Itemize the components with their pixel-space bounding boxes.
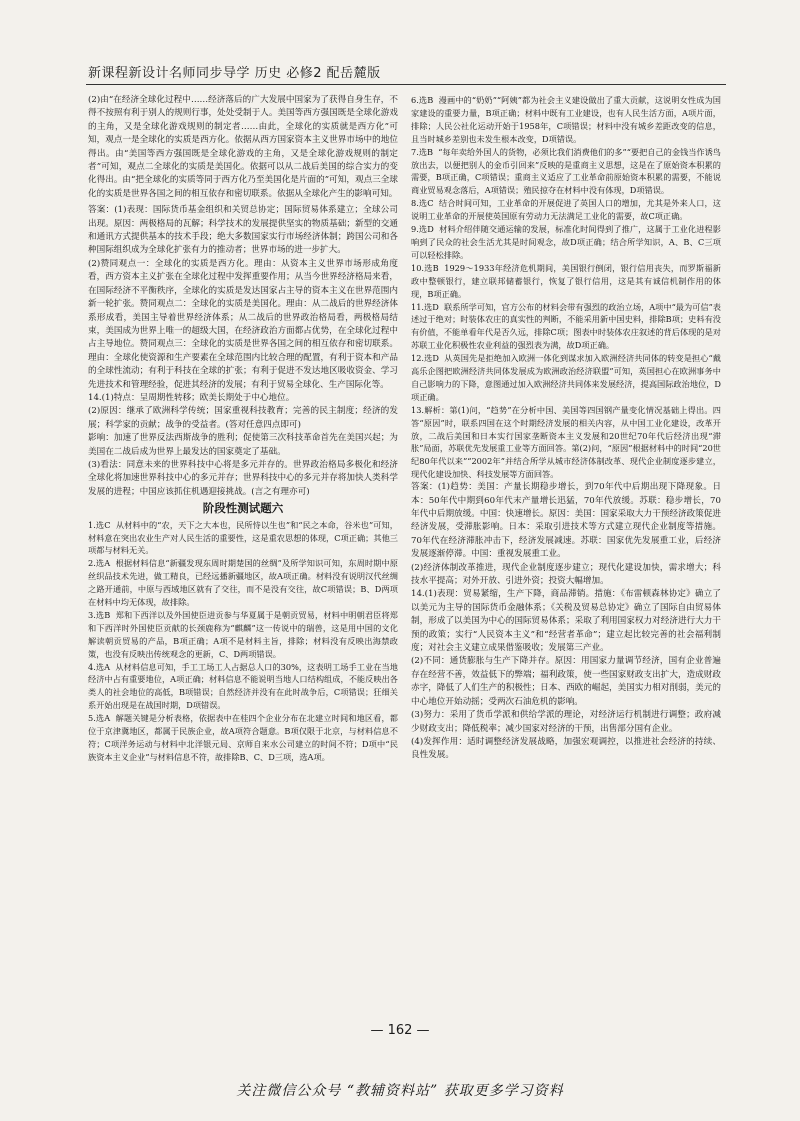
answer-paragraph: 14.(1)特点：呈周期性转移；欧美长期处于中心地位。 — [88, 392, 295, 403]
answer-paragraph: 答案：(1)表现：国际货币基金组织和关贸总协定；国际贸易体系建立；全球公司出现。原因：两极格局的瓦解；科学技术的发展提供坚实的物质基础；新型的交通和通讯方式提供基本的技术手段；绝大多数国家实行市场经济体制；跨国公司和各种国际组织成为全球化扩张有力的推动者；世界市场的进一步扩大。 — [88, 205, 398, 256]
page-number: — 162 — — [370, 1023, 430, 1038]
question-answer: 1.选C 从材料中的“农，天下之大本也，民所恃以生也”和“民之本命，谷米也”可知，材料意在突出农业生产对人民生活的重要性，这是重农思想的体现，C项正确；其他三项都与材料无关。 — [88, 519, 398, 556]
answer-paragraph: 影响：加速了世界反法西斯战争的胜利；促使第三次科技革命首先在美国兴起；为美国在二战后成为世界上最发达的国家奠定了基础。 — [88, 433, 398, 457]
question-answer: 12.选D 从英国先是拒绝加入欧洲一体化到谋求加入欧洲经济共同体的转变是担心“戴高乐企图把欧洲经济共同体发展成为欧洲政治经济联盟”可知，英国担心在欧洲事务中自己影响力的下降，意图通过加入欧洲经济共同体来发展经济，提高国际政治地位，D项正确。 — [411, 353, 721, 402]
question-answer: 9.选D 材料介绍伴随交通运输的发展，标准化时间得到了推广，这属于工业化进程影响到了民众的社会生活尤其是时间观念，故D项正确；结合所学知识，A、B、C三项可以轻松排除。 — [411, 224, 721, 260]
answer-paragraph: (2)不同：通货膨胀与生产下降并存。原因：用国家力量调节经济，国有企业普遍存在经营不善，效益低下的弊端；福利政策，使一些国家财政支出扩大，造成财政赤字，降低了人们生产的积极性；日本、西欧的崛起，美国实力相对削弱，美元的中心地位开始动摇；受两次石油危机的影响。 — [411, 656, 721, 707]
answer-paragraph: (3)努力：采用了货币学派和供给学派的理论，对经济运行机制进行调整；政府减少财政支出；降低税率；减少国家对经济的干预，出售部分国有企业。 — [411, 710, 721, 734]
answer-paragraph: (3)看法：同意未来的世界科技中心将是多元并存的。世界政治格局多极化和经济全球化将加速世界科技中心的多元并存；世界科技中心的多元并存将加快人类科学发展的进程；中国应该抓住机遇迎接挑战。(言之有理亦可) — [88, 459, 398, 497]
question-answer: 4.选A 从材料信息可知，手工工场工人占据总人口的30%，这表明工场手工业在当地经济中占有重要地位，A项正确；材料信息不能说明当地人口结构组成，不能反映出各类人的社会地位的高低，B项错误；自然经济并没有在此时战争后，C项错误；狂细关系开始出现是在战国时期，D项错误。 — [88, 661, 398, 711]
answer-paragraph: (4)发挥作用：适时调整经济发展战略，加强宏观调控，以推进社会经济的持续、良性发展。 — [411, 736, 721, 761]
answer-paragraph: 答案：(1)趋势：美国：产量长期稳步增长，到70年代中后期出现下降现象。日本：50年代中期到60年代末产量增长迅猛，70年代放缓。苏联：稳步增长，70年代中后期放缓。中国：快速增长。原因：美国：国家采取大力干预经济政策促进经济发展，受滞胀影响。日本：采取引进技术等方式建立现代企业制度等措施。70年代在经济滞胀冲击下，经济发展减速。苏联：国家优先发展重工业，后经济发展逐渐停滞。中国：重视发展重工业。 — [411, 482, 721, 560]
question-answer: 8.选C 结合时间可知，工业革命的开展促进了英国人口的增加，尤其是外来人口，这说明工业革命的开展使英国原有劳动力无法满足工业化的需要，故C项正确。 — [411, 198, 721, 222]
running-header: 新课程新设计名师同步导学 历史 必修2 配岳麓版 — [88, 66, 381, 81]
answer-paragraph: (2)由“在经济全球化过程中……经济落后的广大发展中国家为了获得自身生存，不得不按照有利于别人的规则行事，处处受制于人。美国等西方强国既是全球化游戏的主角，又是全球化游戏规则的制定者……由此，全球化的实质就是西方化”可知，观点一是全球化的实质是西方化。依据从西方国家资本主义世界市场中的地位得出。由“美国等西方强国既是全球化游戏的主角，又是全球化游戏规则的制定者”可知，观点二全球化的实质是美国化。依据可以从二战后美国的综合实力的变化得出。由“把全球化的实质等同于西方化乃至美国化是片面的”可知，观点三全球化的实质是世界各国之间的相互依存和密切联系。依据从全球化产生的影响可知。 — [88, 95, 398, 199]
answer-paragraph: 14.(1)表现：贸易紧缩，生产下降，商品滞销。措施：《布雷顿森林协定》确立了以美元为主导的国际货币金融体系；《关税及贸易总协定》确立了国际自由贸易体制，形成了以美国为中心的国际贸易体系；采取了利用国家权力对经济进行大力干预的政策；实行“人民资本主义”和“经营者革命”；建立起比较完善的社会福利制度；对社会主义建立成果借鉴吸收；发展第三产业。 — [411, 589, 721, 654]
section-title: 阶段性测试题六 — [202, 501, 284, 516]
question-answer: 10.选B 1929～1933年经济危机期间，美国银行倒闭，银行信用丧失，而罗斯福新政中整顿银行，建立联邦储蓄银行，恢复了银行信用，这是其有诚信机制作用的体现，B项正确。 — [411, 262, 721, 299]
answer-paragraph: (2)原因：继承了欧洲科学传统；国家重视科技教育；完善的民主制度；经济的发展；科学家的贡献；战争的受益者。(答对任意四点即可) — [88, 406, 398, 430]
question-answer: 5.选A 解题关键是分析表格，依据表中在桂四个企业分布在北建立时间和地区看，都位于京津冀地区，都属于民族企业，故A项符合题意。B项仅限于北京，与材料信息不符；C项洋务运动与材料中北洋银元局、京师自来水公司建立的时间不符；D项中“民族资本主义企业”与材料信息不符，故排除B、C、D三项，选A项。 — [88, 713, 398, 762]
left-column — [88, 94, 398, 764]
question-answer: 3.选B 郑和下西洋以及外国使臣进贡参与华夏属于是朝贡贸易，材料中明朝君臣将郑和下西洋时外国使臣贡献的长颈鹿称为“麒麟”这一传说中的瑞兽，这是用中国的文化解读朝贡贸易的产品，B项正确；A项不是材料主旨，排除；材料没有反映出海禁政策，也没有反映出传统观念的更新，C、D两项错误。 — [88, 609, 398, 659]
question-answer: 11.选D 联系所学可知，官方公布的材料会带有强烈的政治立场，A项中“最为可信”表述过于绝对；时装体农庄的真实性的判断，不能采用新中国史料，排除B项；史料有没有价值，不能单看年代是否久远，排除C项；图表中时装体农庄叙述的背后体现的是对苏联工业化积极性农业利益的强烈表为满，故D项正确。 — [411, 301, 721, 351]
header-rule — [86, 84, 726, 85]
answer-paragraph: (2)经济体制改革推进，现代企业制度逐步建立；现代化建设加快，需求增大；科技水平提高；对外开放、引进外资；投资大幅增加。 — [411, 562, 721, 587]
question-answer: 6.选B 漫画中的“奶奶”“阿姨”都为社会主义建设做出了重大贡献，这说明女性成为国家建设的重要力量，B项正确；材料中既有工业建设，也有人民生活方面，A项片面，排除；人民公社化运动开始于1958年，C项错误；材料中没有城乡差距改变的信息，且当时城乡差别也未发生根本改变，D项错误。 — [411, 95, 721, 144]
question-answer: 7.选B “每年卖给外国人的货物，必须比我们消费他们的多”“要把自己的金钱当作诱鸟放出去，以便把别人的金币引回来”反映的是重商主义思想，这是在了原始资本积累的需要，B项正确，C项错误；重商主义适应了工业革命前原始资本积累的需要，不能说商业贸易观念落后，A项错误；殖民掠夺在材料中没有体现，D项错误。 — [411, 146, 721, 196]
question-answer: 2.选A 根据材料信息“新疆发现东周时期楚国的丝绸”及所学知识可知，东周时期中原丝织品技术先进，做工精良，已经远播新疆地区，故A项正确。材料没有说明汉代丝绸之路开通前，中原与西域地区就有了交往，而不是没有交往，故C项错误；B、D两项在材料中均无体现，故排除。 — [88, 558, 398, 608]
answer-paragraph: (2)赞同观点一：全球化的实质是西方化。理由：从资本主义世界市场形成角度看，西方资本主义扩张在全球化过程中发挥重要作用；从当今世界经济格局来看，在国际经济不平衡秩序，全球化的实质是发达国家占主导的资本主义在世界范围内新一轮扩张。赞同观点二：全球化的实质是美国化。理由：从二战后的世界经济体系形成看，美国主导着世界经济体系；从二战后的世界政治格局看，两极格局结束，美国成为世界上唯一的超级大国，在经济政治方面都占优势，在全球化过程中占主导地位。赞同观点三：全球化的实质是世界各国之间的相互依存和密切联系。理由：全球化使资源和生产要素在全球范围内比较合理的配置，有利于资本和产品的全球性流动；有利于科技在全球的扩张；有利于促进不发达地区吸收资金、学习先进技术和管理经验，促进其经济的发展；有利于贸易全球化、生产国际化等。 — [88, 258, 398, 390]
right-column — [411, 94, 721, 763]
footer-note: 关注微信公众号 “教辅资料站” 获取更多学习资料 — [236, 1083, 564, 1099]
question-answer: 13.解析：第(1)问，“趋势”在分析中国、美国等四国钢产量变化情况基础上得出。四答“原因”时，联系四国在这个时期经济发展的相关内容，从中国工业化建设，改革开放，二战后美国和日本实行国家垄断资本主义发展和20世纪70年代后经济出现“滞胀”局面，苏联优先发展重工业等方面回答。第(2)问，“原因”根据材料中的时间“20世纪80年代以来”“2002年”并结合所学从城市经济体制改革、现代企业制度逐步建立，现代化建设加快、科技发展等方面回答。 — [411, 404, 721, 480]
